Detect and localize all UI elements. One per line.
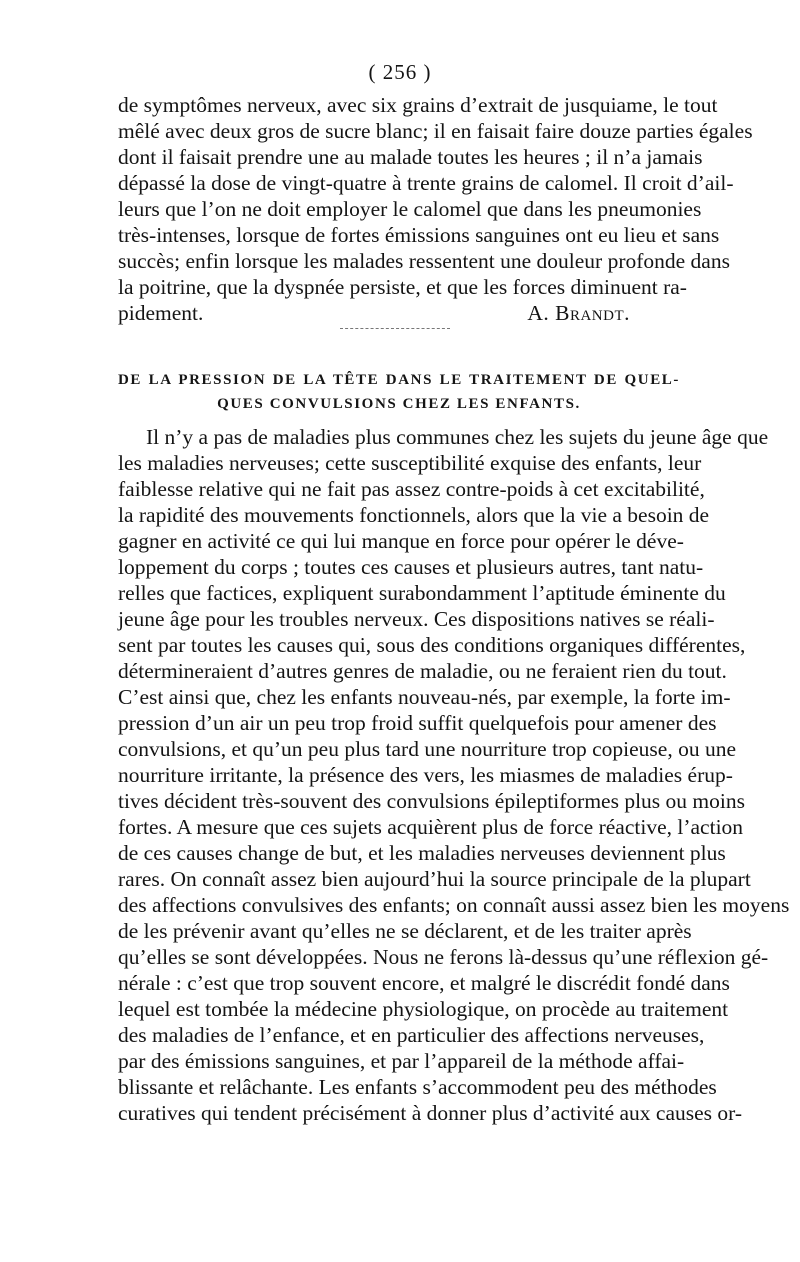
text-line: de symptômes nerveux, avec six grains d’extrait de jusquiame, le tout — [118, 93, 718, 117]
text-line: par des émissions sanguines, et par l’appareil de la méthode affai- — [118, 1049, 685, 1073]
text-line: nérale : c’est que trop souvent encore, et malgré le discrédit fondé dans — [118, 971, 730, 995]
text-line: très-intenses, lorsque de fortes émissions sanguines ont eu lieu et sans — [118, 223, 720, 247]
text-line: des maladies de l’enfance, et en particulier des affections nerveuses, — [118, 1023, 705, 1047]
text-line: pression d’un air un peu trop froid suffit quelquefois pour amener des — [118, 711, 717, 735]
text-line: mêlé avec deux gros de sucre blanc; il en faisait faire douze parties égales — [118, 119, 753, 143]
text-line: nourriture irritante, la présence des vers, les miasmes de maladies érup- — [118, 763, 733, 787]
text-line: loppement du corps ; toutes ces causes et plusieurs autres, tant natu- — [118, 555, 704, 579]
section-divider — [340, 328, 450, 329]
text-line: les maladies nerveuses; cette susceptibilité exquise des enfants, leur — [118, 451, 702, 475]
text-line: des affections convulsives des enfants; on connaît aussi assez bien les moyens — [118, 893, 790, 917]
title-line: DE LA PRESSION DE LA TÊTE DANS LE TRAITEMENT DE QUEL- — [118, 372, 680, 388]
title-line: QUES CONVULSIONS CHEZ LES ENFANTS. — [217, 396, 581, 412]
text-line: la poitrine, que la dyspnée persiste, et que les forces diminuent ra- — [118, 275, 687, 299]
text-line: de les prévenir avant qu’elles ne se déclarent, et de les traiter après — [118, 919, 692, 943]
text-line: tives décident très-souvent des convulsions épileptiformes plus ou moins — [118, 789, 745, 813]
text-line: pidement. — [118, 301, 204, 325]
text-line: détermineraient d’autres genres de maladie, ou ne feraient rien du tout. — [118, 659, 727, 683]
text-line: fortes. A mesure que ces sujets acquièrent plus de force réactive, l’action — [118, 815, 744, 839]
text-line: C’est ainsi que, chez les enfants nouveau-nés, par exemple, la forte im- — [118, 685, 731, 709]
text-line: convulsions, et qu’un peu plus tard une nourriture trop copieuse, ou une — [118, 737, 736, 761]
text-line: gagner en activité ce qui lui manque en force pour opérer le déve- — [118, 529, 684, 553]
text-line: blissante et relâchante. Les enfants s’accommodent peu des méthodes — [118, 1075, 717, 1099]
text-line: jeune âge pour les troubles nerveux. Ces dispositions natives se réali- — [118, 607, 715, 631]
text-line: rares. On connaît assez bien aujourd’hui la source principale de la plupart — [118, 867, 751, 891]
text-line: curatives qui tendent précisément à donner plus d’activité aux causes or- — [118, 1101, 743, 1125]
signoff-line — [118, 300, 680, 326]
text-line: Il n’y a pas de maladies plus communes chez les sujets du jeune âge que — [146, 425, 769, 449]
text-line: de ces causes change de but, et les maladies nerveuses deviennent plus — [118, 841, 726, 865]
text-line: dont il faisait prendre une au malade toutes les heures ; il n’a jamais — [118, 145, 703, 169]
text-line: relles que factices, expliquent surabondamment l’aptitude éminente du — [118, 581, 726, 605]
author-signature: A. Brandt. — [527, 301, 630, 325]
text-line: leurs que l’on ne doit employer le calomel que dans les pneumonies — [118, 197, 702, 221]
text-line: dépassé la dose de vingt-quatre à trente grains de calomel. Il croit d’ail- — [118, 171, 734, 195]
article-body — [118, 424, 790, 1126]
text-line: succès; enfin lorsque les malades ressentent une douleur profonde dans — [118, 249, 730, 273]
text-line: faiblesse relative qui ne fait pas assez contre-poids à cet excitabilité, — [118, 477, 705, 501]
page-number: ( 256 ) — [368, 60, 432, 84]
text-line: lequel est tombée la médecine physiologique, on procède au traitement — [118, 997, 729, 1021]
text-line: qu’elles se sont développées. Nous ne ferons là-dessus qu’une réflexion gé- — [118, 945, 769, 969]
text-line: sent par toutes les causes qui, sous des conditions organiques différentes, — [118, 633, 746, 657]
continuation-paragraph — [118, 92, 753, 326]
article-title — [118, 368, 680, 416]
text-line: la rapidité des mouvements fonctionnels, alors que la vie a besoin de — [118, 503, 710, 527]
